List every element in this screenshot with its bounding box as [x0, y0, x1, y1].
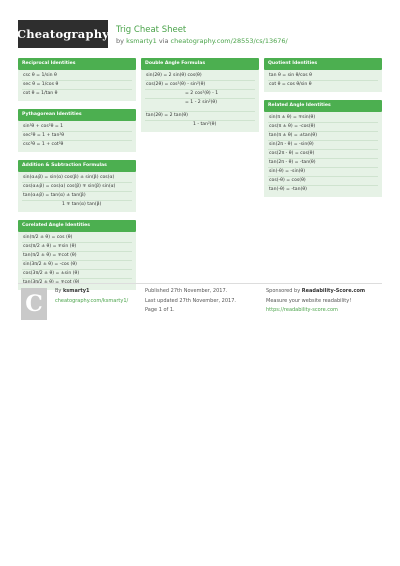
pythagorean-identities-box — [18, 109, 136, 152]
formula-row: sin(-θ) = -sin(θ) — [268, 168, 378, 177]
formula-row: sin(2θ) = 2 sin(θ) cos(θ) — [145, 72, 255, 81]
formula-row: cos(π/2 ± θ) = ∓sin (θ) — [22, 243, 132, 252]
cheatography-logo[interactable]: Cheatography — [18, 20, 108, 48]
formula-row: sec θ = 1/cos θ — [22, 81, 132, 90]
reciprocal-identities-box — [18, 58, 136, 101]
formula-row: cos(3π/2 ± θ) = ±sin (θ) — [22, 270, 132, 279]
formula-row: cos(2π - θ) = cos(θ) — [268, 150, 378, 159]
page-title: Trig Cheat Sheet — [116, 25, 187, 35]
formula-row: tan(π/2 ± θ) = ∓cot (θ) — [22, 252, 132, 261]
footer-sponsor — [266, 287, 365, 316]
formula-row: sin(3π/2 ± θ) = -cos (θ) — [22, 261, 132, 270]
formula-row: tan(π ± θ) = ±tan(θ) — [268, 132, 378, 141]
formula-row: tan(2π - θ) = -tan(θ) — [268, 159, 378, 168]
box-title: Corelated Angle Identities — [18, 220, 136, 232]
column-2 — [141, 58, 259, 140]
footer-author-name[interactable]: ksmarty1 — [62, 288, 90, 294]
formula-row: cos(π ± θ) = -cos(θ) — [268, 123, 378, 132]
formula-row: sec²θ = 1 + tan²θ — [22, 132, 132, 141]
avatar-letter: C — [25, 291, 43, 317]
box-body — [18, 121, 136, 152]
box-title: Related Angle Identities — [264, 100, 382, 112]
sponsor-prefix: Sponsored by — [266, 288, 301, 294]
footer-dates — [145, 287, 236, 316]
box-title: Reciprocal Identities — [18, 58, 136, 70]
quotient-identities-box — [264, 58, 382, 92]
formula-row: sin(π ± θ) = ∓sin(θ) — [268, 114, 378, 123]
sponsor-name[interactable]: Readability-Score.com — [301, 288, 366, 294]
box-body — [18, 70, 136, 101]
formula-row: tan(-θ) = -tan(θ) — [269, 187, 307, 192]
author-link[interactable]: ksmarty1 — [126, 37, 157, 45]
formula-row: sin²θ + cos²θ = 1 — [22, 123, 132, 132]
via-label: via — [158, 37, 169, 45]
column-3 — [264, 58, 382, 205]
published-date: Published 27th November, 2017. — [145, 288, 228, 294]
corelated-angle-box — [18, 220, 136, 290]
double-angle-box — [141, 58, 259, 132]
box-title: Addition & Subtraction Formulas — [18, 160, 136, 172]
formula-row: 1 ∓ tan(α) tan(β) — [62, 202, 102, 207]
column-1 — [18, 58, 136, 298]
sponsor-tagline: Measure your website readability! — [266, 297, 352, 304]
footer-by-label: By — [55, 288, 62, 294]
box-body — [141, 70, 259, 132]
footer-author — [55, 287, 128, 306]
formula-row: cot θ = 1/tan θ — [23, 91, 58, 96]
formula-row: 1 - tan²(θ) — [193, 122, 217, 127]
formula-row: = 2 cos²(θ) - 1 — [145, 90, 255, 99]
sheet-url-link[interactable]: cheatography.com/28553/cs/13676/ — [170, 37, 288, 45]
box-title: Quotient Identities — [264, 58, 382, 70]
box-body — [18, 172, 136, 212]
related-angle-box — [264, 100, 382, 197]
formula-row: tan θ = sin θ/cos θ — [268, 72, 378, 81]
box-title: Double Angle Formulas — [141, 58, 259, 70]
footer-divider — [18, 283, 382, 284]
page-count: Page 1 of 1. — [145, 307, 175, 313]
formula-row: = 1 - 2 sin²(θ) — [145, 99, 255, 112]
by-label: by — [116, 37, 124, 45]
box-body — [18, 232, 136, 290]
footer-author-url[interactable]: cheatography.com/ksmarty1/ — [55, 297, 129, 304]
formula-row: sin(α±β) = sin(α) cos(β) ± sin(β) cos(α) — [22, 174, 132, 183]
author-avatar[interactable] — [21, 288, 47, 320]
formula-row: sin(2π - θ) = -sin(θ) — [268, 141, 378, 150]
formula-row: cos(2θ) = cos²(θ) - sin²(θ) — [145, 81, 255, 90]
formula-row: tan(2θ) = 2 tan(θ) — [145, 112, 255, 121]
sponsor-url[interactable]: https://readability-score.com — [266, 307, 338, 313]
formula-row: tan(α±β) = tan(α) ± tan(β) — [22, 192, 132, 201]
addition-subtraction-box — [18, 160, 136, 212]
formula-row: csc²θ = 1 + cot²θ — [23, 142, 64, 147]
box-title: Pythagorean Identities — [18, 109, 136, 121]
formula-row: cot θ = cos θ/sin θ — [269, 82, 312, 87]
formula-row: cos(α±β) = cos(α) cos(β) ∓ sin(β) sin(α) — [22, 183, 132, 192]
updated-date: Last updated 27th November, 2017. — [145, 297, 236, 304]
formula-row: sin(π/2 ± θ) = cos (θ) — [22, 234, 132, 243]
byline — [116, 37, 288, 45]
box-body — [264, 112, 382, 197]
formula-row: csc θ = 1/sin θ — [22, 72, 132, 81]
box-body — [264, 70, 382, 92]
formula-row: cos(-θ) = cos(θ) — [268, 177, 378, 186]
